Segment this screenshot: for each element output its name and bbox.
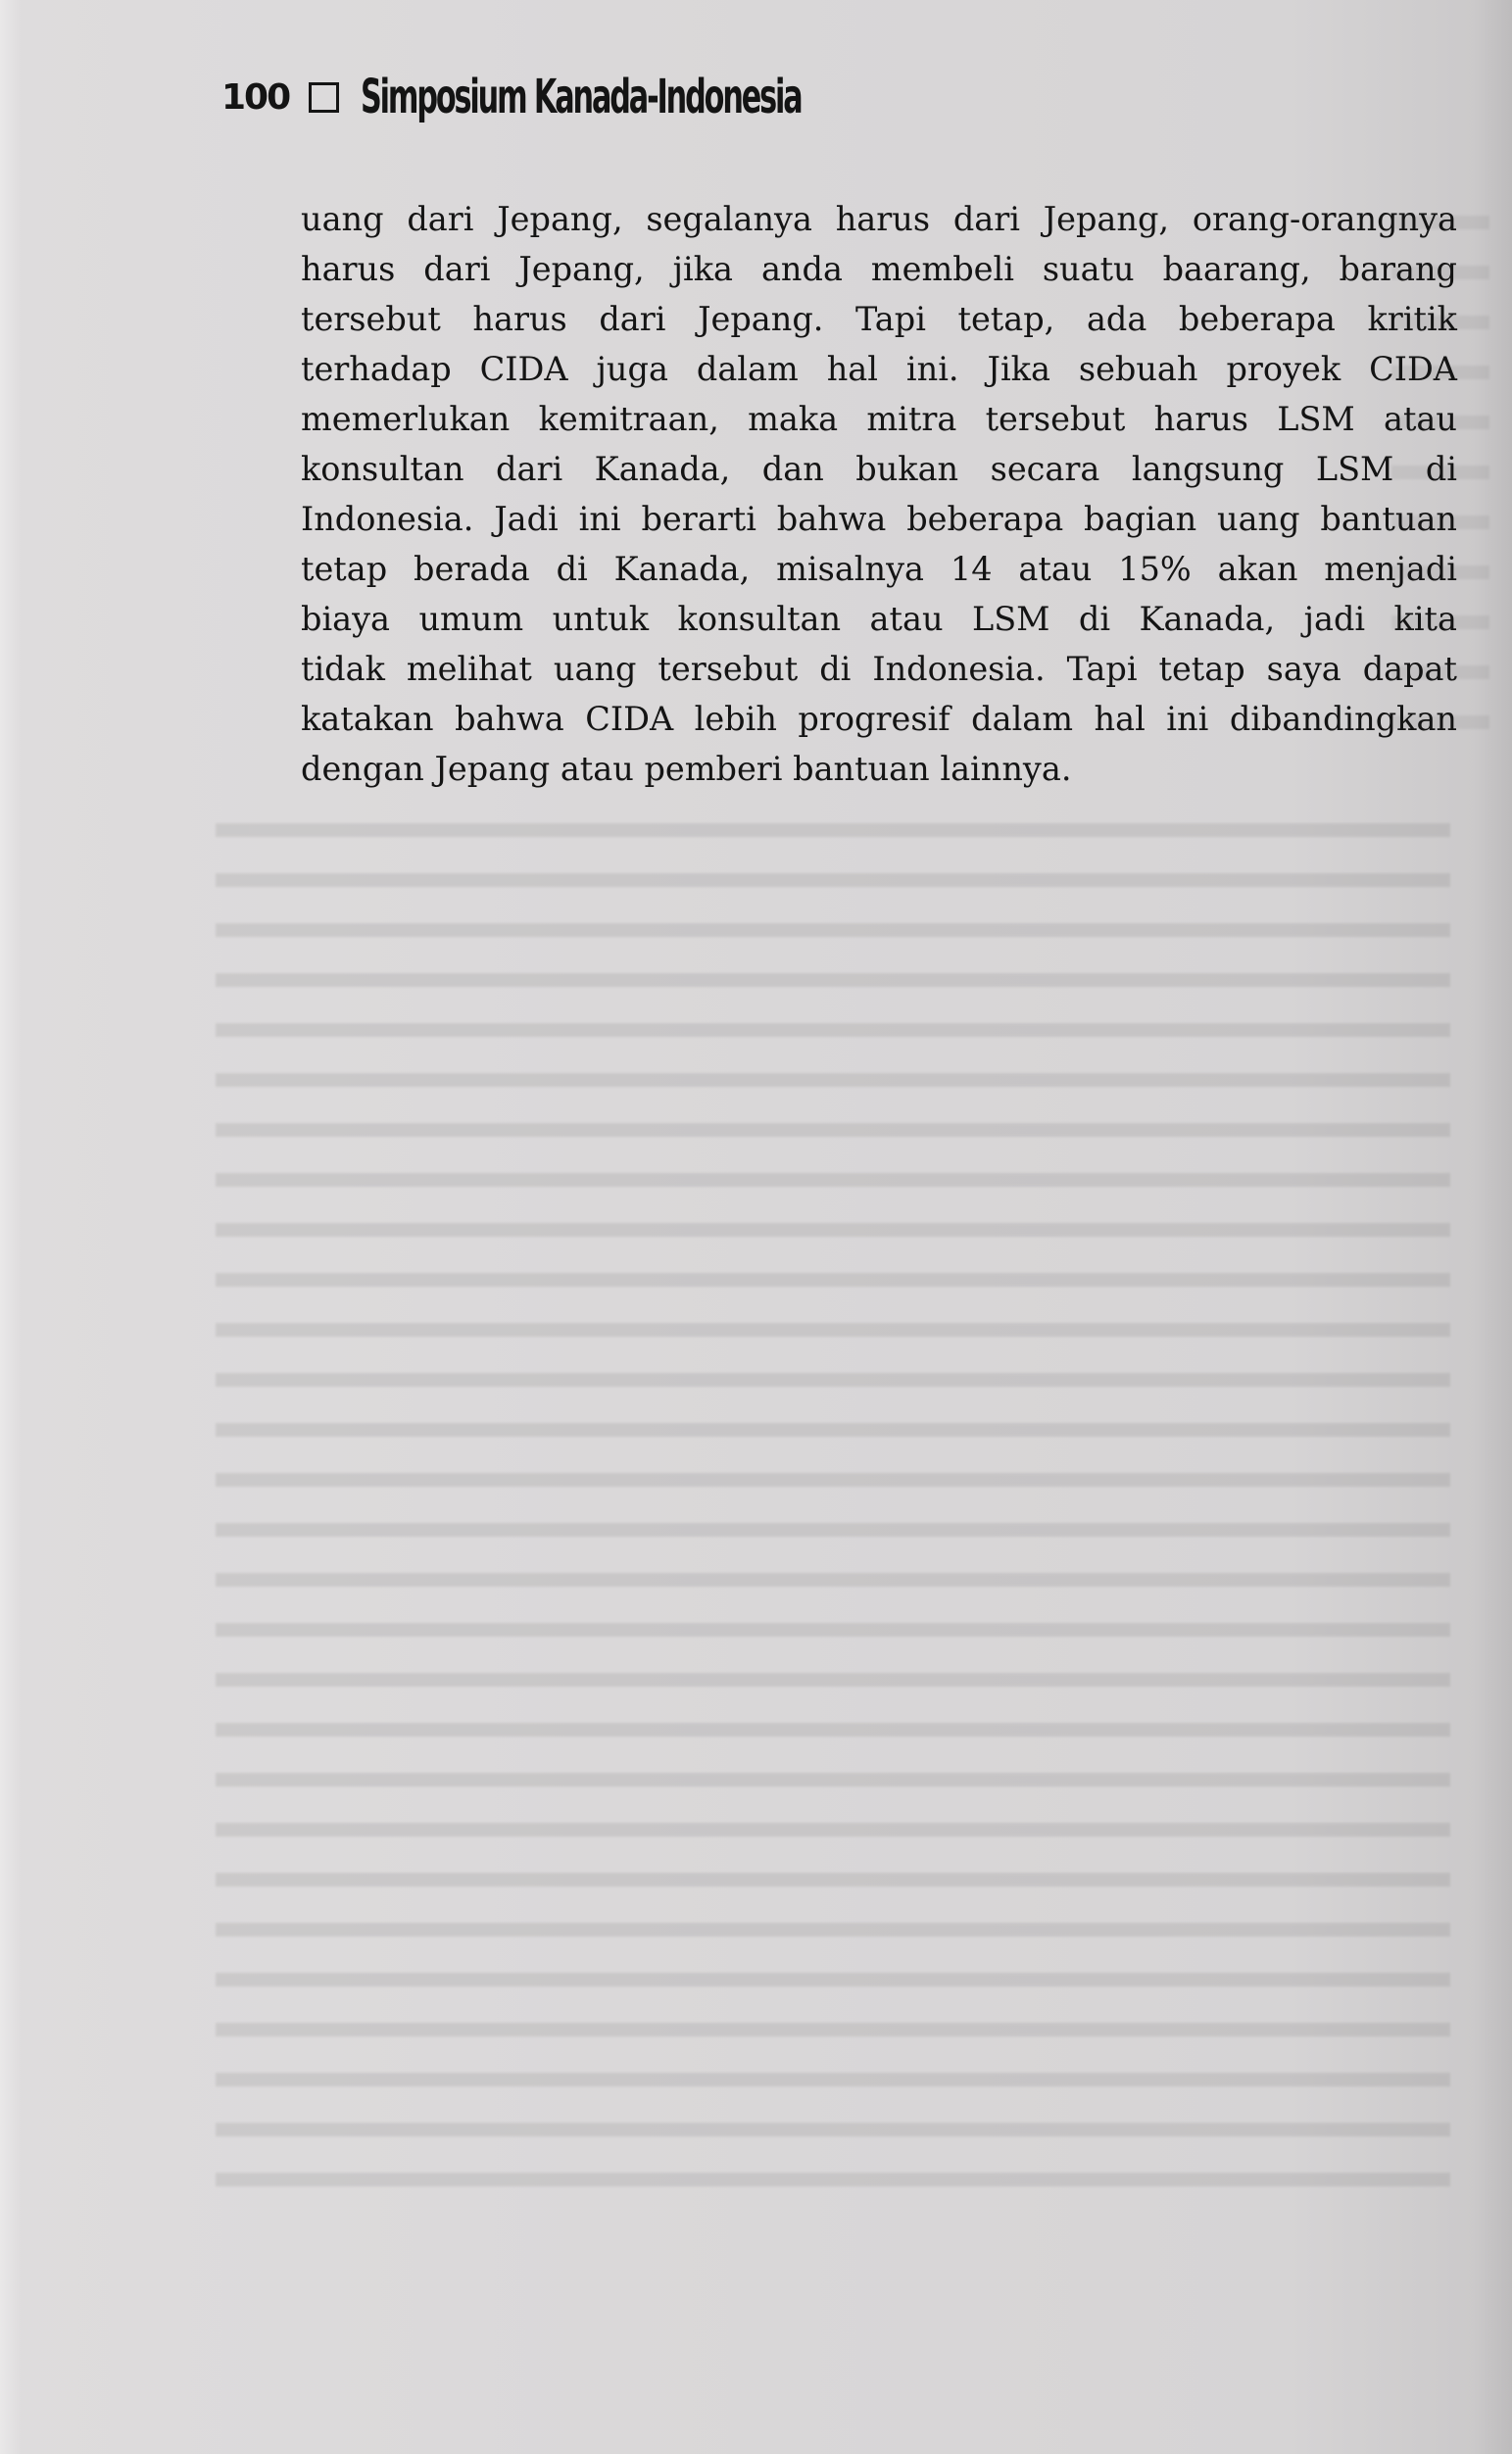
page-number: 100 bbox=[221, 76, 290, 118]
text-line-last: dengan Jepang atau pemberi bantuan lainnya. bbox=[301, 750, 1072, 788]
hollow-square-icon bbox=[309, 82, 339, 113]
reverse-page-show-through bbox=[216, 794, 1450, 2205]
text-line: tersebut harus dari Jepang. Tapi tetap, ada beberapa kritik bbox=[301, 300, 1457, 338]
running-title: Simposium Kanada-Indonesia bbox=[361, 70, 802, 124]
text-line: biaya umum untuk konsultan atau LSM di Kanada, jadi kita bbox=[301, 600, 1457, 638]
body-paragraph bbox=[301, 194, 1457, 794]
text-line: katakan bahwa CIDA lebih progresif dalam hal ini dibandingkan bbox=[301, 700, 1457, 738]
text-line: konsultan dari Kanada, dan bukan secara langsung LSM di bbox=[301, 450, 1457, 488]
text-line: terhadap CIDA juga dalam hal ini. Jika sebuah proyek CIDA bbox=[301, 350, 1457, 388]
text-line: tetap berada di Kanada, misalnya 14 atau 15% akan menjadi bbox=[301, 550, 1457, 588]
text-line: Indonesia. Jadi ini berarti bahwa beberapa bagian uang bantuan bbox=[301, 500, 1457, 538]
text-line: uang dari Jepang, segalanya harus dari Jepang, orang-orangnya bbox=[301, 200, 1457, 238]
page-edge-highlight bbox=[0, 0, 22, 2454]
text-line: tidak melihat uang tersebut di Indonesia. Tapi tetap saya dapat bbox=[301, 650, 1457, 688]
text-line: harus dari Jepang, jika anda membeli suatu baarang, barang bbox=[301, 250, 1457, 288]
running-header bbox=[221, 63, 990, 131]
text-line: memerlukan kemitraan, maka mitra tersebut harus LSM atau bbox=[301, 400, 1457, 438]
